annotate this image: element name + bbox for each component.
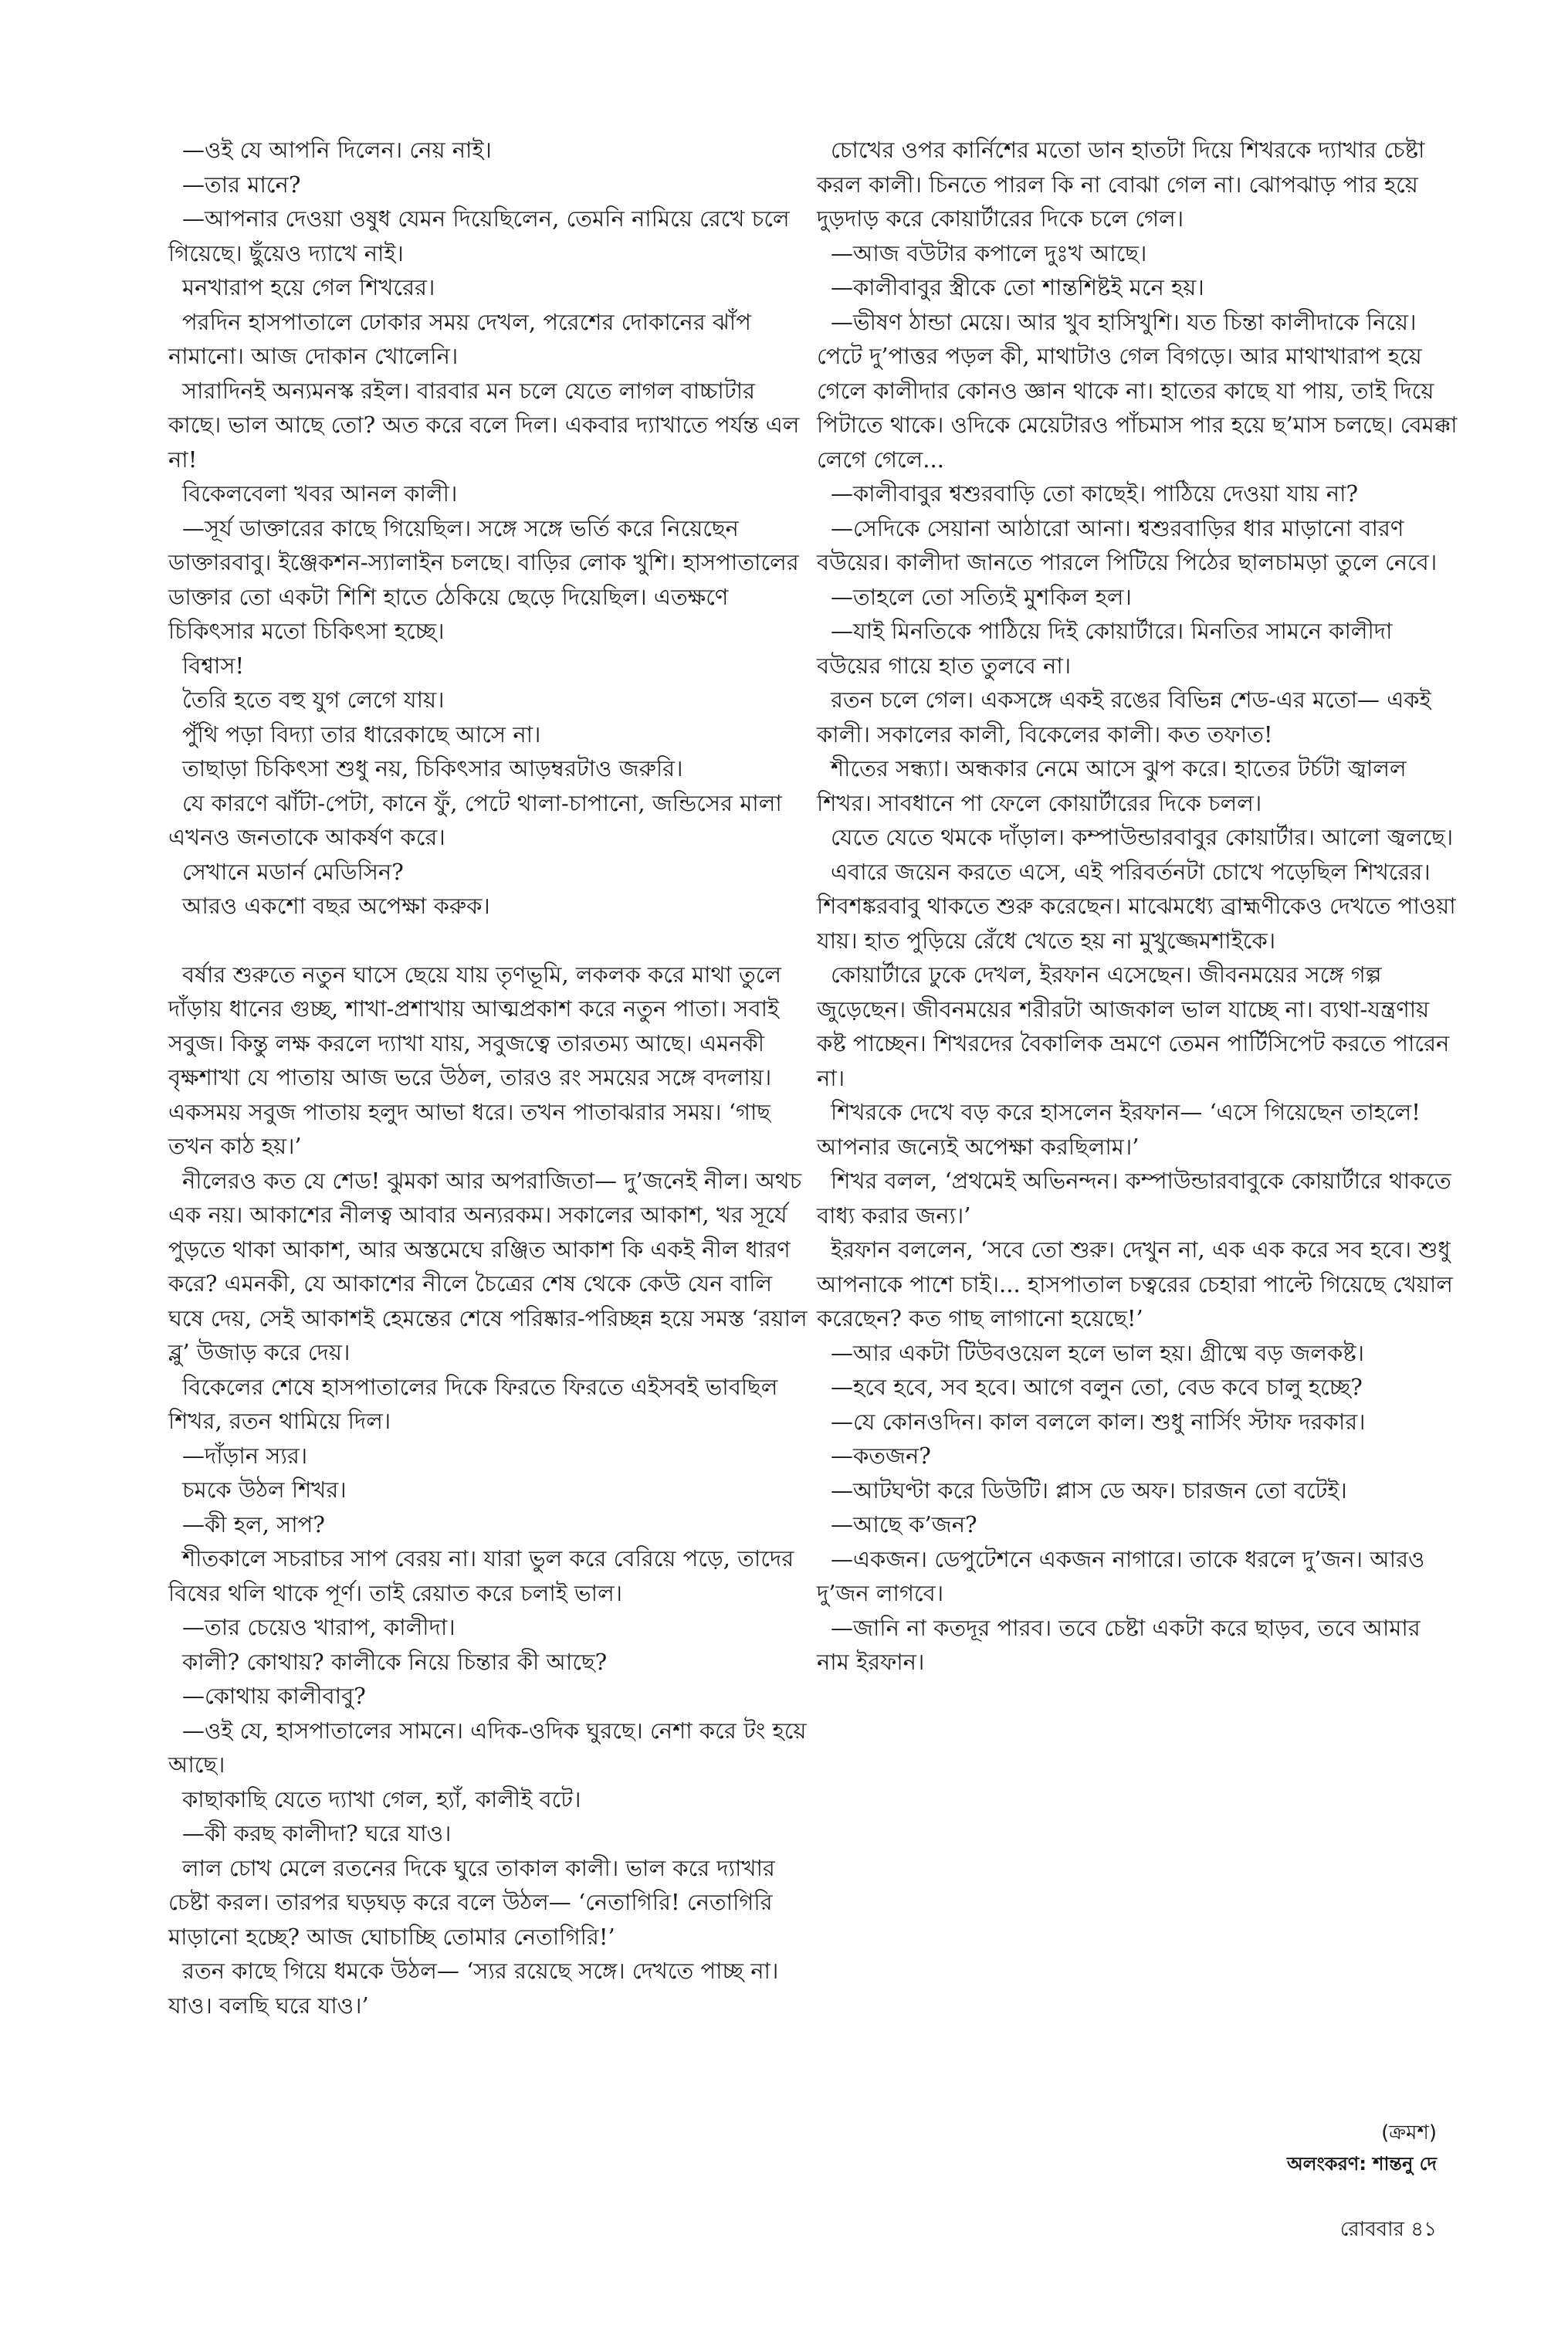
paragraph: —সূর্য ডাক্তারের কাছে গিয়েছিল। সঙ্গে সঙ্গে ভর্তি করে নিয়েছেন ডাক্তারবাবু। ইঞ্জেকশন-স্যালাইন চলছে। বাড়ির লোক খুশি। হাসপাতালের ডাক্তার তো একটা শিশি হাতে ঠেকিয়ে ছেড়ে দিয়েছিল। এতক্ষণে চিকিৎসার মতো চিকিৎসা হচ্ছে। [168,514,799,644]
paragraph: যে কারণে ঝাঁটা-পেটা, কানে ফুঁ, পেটে থালা-চাপানো, জন্ডিসের মালা এখনও জনতাকে আকর্ষণ করে। [168,789,782,850]
paragraph: —কোথায় কালীবাবু? [182,1683,366,1709]
paragraph: —কালীবাবুর শ্বশুরবাড়ি তো কাছেই। পাঠিয়ে দেওয়া যায় না? [831,480,1359,507]
paragraph: বর্ষার শুরুতে নতুন ঘাসে ছেয়ে যায় তৃণভূমি, লকলক করে মাথা তুলে দাঁড়ায় ধানের গুচ্ছ, শাখা-প্রশাখায় আত্মপ্রকাশ করে নতুন পাতা। সবাই সবুজ। কিন্তু লক্ষ করলে দ্যাখা যায়, সবুজত্বে তারতম্য আছে। এমনকী বৃক্ষশাখা যে পাতায় আজ ভরে উঠল, তারও রং সময়ের সঙ্গে বদলায়। একসময় সবুজ পাতায় হলুদ আভা ধরে। তখন পাতাঝরার সময়। ‘গাছ তখন কাঠ হয়।’ [168,961,782,1159]
paragraph: রতন চলে গেল। একসঙ্গে একই রঙের বিভিন্ন শেড-এর মতো— একই কালী। সকালের কালী, বিকেলের কালী। কত তফাত! [817,687,1431,748]
paragraph: নীলেরও কত যে শেড! ঝুমকা আর অপরাজিতা— দু’জনেই নীল। অথচ এক নয়। আকাশের নীলত্ব আবার অন্যরকম। সকালের আকাশ, খর সূর্যে পুড়তে থাকা আকাশ, আর অস্তমেঘে রঞ্জিত আকাশ কি একই নীল ধারণ করে? এমনকী, যে আকাশের নীলে চৈত্রের শেষ থেকে কেউ যেন বালি ঘষে দেয়, সেই আকাশই হেমন্তের শেষে পরিষ্কার-পরিচ্ছন্ন হয়ে সমস্ত ‘রয়াল ব্লু’ উজাড় করে দেয়। [168,1167,808,1365]
section-break [168,924,809,958]
paragraph: শিখর বলল, ‘প্রথমেই অভিনন্দন। কম্পাউন্ডারবাবুকে কোয়ার্টারে থাকতে বাধ্য করার জন্য।’ [817,1168,1451,1229]
paragraph: —আর একটা টিউবওয়েল হলে ভাল হয়। গ্রীষ্মে বড় জলকষ্ট। [831,1339,1365,1366]
continued-label: (ক্রমশ) [1381,2121,1437,2145]
paragraph: কাছাকাছি যেতে দ্যাখা গেল, হ্যাঁ, কালীই বটে। [182,1785,581,1812]
paragraph: আরও একশো বছর অপেক্ষা করুক। [182,893,490,919]
paragraph: —ভীষণ ঠান্ডা মেয়ে। আর খুব হাসিখুশি। যত চিন্তা কালীদাকে নিয়ে। পেটে দু’পাত্তর পড়ল কী, মাথাটাও গেল বিগড়ে। আর মাথাখারাপ হয়ে গেলে কালীদার কোনও জ্ঞান থাকে না। হাতের কাছে যা পায়, তাই দিয়ে পিটাতে থাকে। ওদিকে মেয়েটারও পাঁচমাস পার হয়ে ছ’মাস চলছে। বেমক্কা লেগে গেলে... [817,308,1458,473]
paragraph: —আটঘণ্টা করে ডিউটি। প্লাস ডে অফ। চারজন তো বটেই। [831,1477,1347,1504]
paragraph: ইরফান বললেন, ‘সবে তো শুরু। দেখুন না, এক এক করে সব হবে। শুধু আপনাকে পাশে চাই।... হাসপাতাল চত্বরের চেহারা পাল্টে গিয়েছে খেয়াল করেছেন? কত গাছ লাগানো হয়েছে!’ [817,1236,1453,1331]
paragraph: এবারে জয়েন করতে এসে, এই পরিবর্তনটা চোখে পড়েছিল শিখরের। শিবশঙ্করবাবু থাকতে শুরু করেছেন। মাঝেমধ্যে ব্রাহ্মণীকেও দেখতে পাওয়া যায়। হাত পুড়িয়ে রেঁধে খেতে হয় না মুখুজ্জেমশাইকে। [817,858,1456,954]
paragraph: শিখরকে দেখে বড় করে হাসলেন ইরফান— ‘এসে গিয়েছেন তাহলে! আপনার জন্যেই অপেক্ষা করছিলাম।’ [817,1099,1421,1160]
paragraph: কালী? কোথায়? কালীকে নিয়ে চিন্তার কী আছে? [182,1648,608,1675]
paragraph: পুঁথি পড়া বিদ্যা তার ধারেকাছে আসে না। [182,721,541,748]
right-column [817,133,1458,1680]
paragraph: মনখারাপ হয়ে গেল শিখরের। [182,274,435,300]
paragraph: বিকেলের শেষে হাসপাতালের দিকে ফিরতে ফিরতে এইসবই ভাবছিল শিখর, রতন থামিয়ে দিল। [168,1373,778,1434]
paragraph: তাছাড়া চিকিৎসা শুধু নয়, চিকিৎসার আড়ম্বরটাও জরুরি। [182,755,683,782]
paragraph: শীতের সন্ধ্যা। অন্ধকার নেমে আসে ঝুপ করে। হাতের টর্চটা জ্বালল শিখর। সাবধানে পা ফেলে কোয়ার্টারের দিকে চলল। [817,755,1407,816]
paragraph: —কী হল, সাপ? [182,1511,325,1538]
illustration-credit: অলংকরণ: শান্তনু দে [1286,2153,1437,2175]
paragraph: —যাই মিনতিকে পাঠিয়ে দিই কোয়ার্টারে। মিনতির সামনে কালীদা বউয়ের গায়ে হাত তুলবে না। [817,618,1393,679]
paragraph: —তাহলে তো সত্যিই মুশকিল হল। [831,583,1132,610]
paragraph: —আছে ক’জন? [831,1511,977,1538]
paragraph: —আপনার দেওয়া ওষুধ যেমন দিয়েছিলেন, তেমনি নামিয়ে রেখে চলে গিয়েছে। ছুঁয়েও দ্যাখে নাই। [168,205,790,266]
paragraph: —জানি না কতদূর পারব। তবে চেষ্টা একটা করে ছাড়ব, তবে আমার নাম ইরফান। [817,1614,1421,1675]
paragraph: —দাঁড়ান স্যর। [182,1442,308,1469]
paragraph: —সেদিকে সেয়ানা আঠারো আনা। শ্বশুরবাড়ির ধার মাড়ানো বারণ বউয়ের। কালীদা জানতে পারলে পিটিয়ে পিঠের ছালচামড়া তুলে নেবে। [817,514,1438,575]
paragraph: —ওই যে, হাসপাতালের সামনে। এদিক-ওদিক ঘুরছে। নেশা করে টং হয়ে আছে। [168,1717,807,1778]
paragraph: চোখের ওপর কার্নিশের মতো ডান হাতটা দিয়ে শিখরকে দ্যাখার চেষ্টা করল কালী। চিনতে পারল কি না বোঝা গেল না। ঝোপঝাড় পার হয়ে দুড়দাড় করে কোয়ার্টারের দিকে চলে গেল। [817,137,1425,232]
paragraph: শীতকালে সচরাচর সাপ বেরয় না। যারা ভুল করে বেরিয়ে পড়ে, তাদের বিষের থলি থাকে পূর্ণ। তাই রেয়াত করে চলাই ভাল। [168,1545,794,1606]
paragraph: —একজন। ডেপুটেশনে একজন নাগারে। তাকে ধরলে দু’জন। আরও দু’জন লাগবে। [817,1545,1425,1606]
paragraph: —কতজন? [831,1443,931,1469]
paragraph: যেতে যেতে থমকে দাঁড়াল। কম্পাউন্ডারবাবুর কোয়ার্টার। আলো জ্বলছে। [831,824,1454,850]
paragraph: তৈরি হতে বহু যুগ লেগে যায়। [182,687,445,713]
paragraph: —ওই যে আপনি দিলেন। নেয় নাই। [182,137,492,163]
paragraph: কোয়ার্টারে ঢুকে দেখল, ইরফান এসেছেন। জীবনময়ের সঙ্গে গল্প জুড়েছেন। জীবনময়ের শরীরটা আজকাল ভাল যাচ্ছে না। ব্যথা-যন্ত্রণায় কষ্ট পাচ্ছেন। শিখরদের বৈকালিক ভ্রমণে তেমন পার্টিসিপেট করতে পারেন না। [817,961,1450,1091]
paragraph: —কী করছ কালীদা? ঘরে যাও। [182,1820,452,1846]
paragraph: —তার মানে? [182,171,301,198]
paragraph: সারাদিনই অন্যমনস্ক রইল। বারবার মন চলে যেতে লাগল বাচ্চাটার কাছে। ভাল আছে তো? অত করে বলে দিল। একবার দ্যাখাতে পর্যন্ত এল না! [168,377,800,473]
paragraph: লাল চোখ মেলে রতনের দিকে ঘুরে তাকাল কালী। ভাল করে দ্যাখার চেষ্টা করল। তারপর ঘড়ঘড় করে বলে উঠল— ‘নেতাগিরি! নেতাগিরি মাড়ানো হচ্ছে? আজ ঘোচাচ্ছি তোমার নেতাগিরি!’ [168,1854,775,1950]
paragraph: রতন কাছে গিয়ে ধমকে উঠল— ‘স্যর রয়েছে সঙ্গে। দেখতে পাচ্ছ না। যাও। বলছি ঘরে যাও।’ [168,1958,779,2019]
paragraph: বিশ্বাস! [182,652,245,679]
paragraph: —কালীবাবুর স্ত্রীকে তো শান্তশিষ্টই মনে হয়। [831,274,1204,300]
paragraph: —যে কোনওদিন। কাল বললে কাল। শুধু নার্সিং স্টাফ দরকার। [831,1408,1366,1435]
paragraph: পরদিন হাসপাতালে ঢোকার সময় দেখল, পরেশের দোকানের ঝাঁপ নামানো। আজ দোকান খোলেনি। [168,308,751,369]
paragraph: সেখানে মডার্ন মেডিসিন? [182,858,404,885]
paragraph: চমকে উঠল শিখর। [182,1477,347,1503]
paragraph: —আজ বউটার কপালে দুঃখ আছে। [831,239,1147,266]
paragraph: —তার চেয়েও খারাপ, কালীদা। [182,1614,455,1640]
page-folio: রোববার ৪১ [1339,2218,1437,2241]
left-column [168,133,809,2023]
story-credit [1287,2117,1437,2179]
paragraph: বিকেলবেলা খবর আনল কালী। [182,480,458,507]
paragraph: —হবে হবে, সব হবে। আগে বলুন তো, বেড কবে চালু হচ্ছে? [831,1374,1363,1400]
